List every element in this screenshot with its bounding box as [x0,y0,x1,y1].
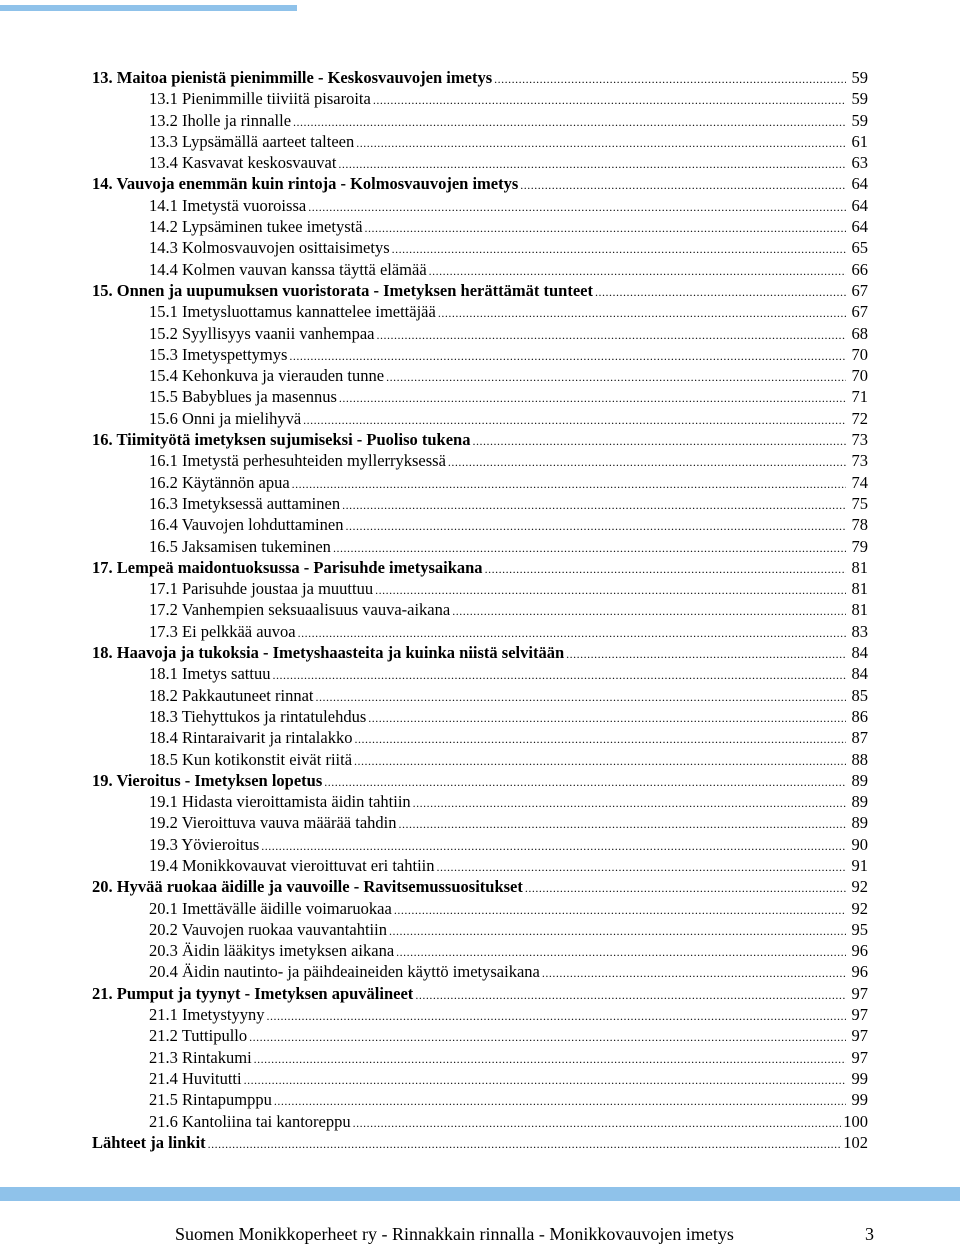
dot-leader [274,1091,846,1110]
toc-entry-label: Lähteet ja linkit [92,1132,206,1152]
toc-page-number: 75 [851,493,868,513]
toc-entry-label: 19.4 Monikkovauvat vieroittuvat eri tahtiin [149,855,435,875]
toc-section-entry[interactable] [92,323,868,344]
toc-page-number: 81 [851,600,868,620]
toc-chapter-entry[interactable] [92,173,868,194]
dot-leader [525,878,846,897]
toc-page-number: 81 [851,579,868,599]
toc-section-entry[interactable] [92,812,868,833]
toc-page-number: 85 [851,685,868,705]
toc-section-entry[interactable] [92,536,868,557]
toc-entry-label: 16.3 Imetyksessä auttaminen [149,493,341,513]
toc-entry-label: 20. Hyvää ruokaa äidille ja vauvoille - Ravitsemussuositukset [92,877,523,897]
toc-page-number: 97 [851,1047,868,1067]
toc-section-entry[interactable] [92,386,868,407]
dot-leader [354,729,846,748]
toc-page-number: 74 [851,472,868,492]
toc-page-number: 61 [851,131,868,151]
toc-page-number: 89 [851,792,868,812]
toc-entry-label: 13.3 Lypsämällä aarteet talteen [149,131,355,151]
toc-chapter-entry[interactable] [92,983,868,1004]
toc-page-number: 88 [851,749,868,769]
top-accent-bar [0,5,297,11]
dot-leader [595,282,846,301]
toc-entry-label: 21.6 Kantoliina tai kantoreppu [149,1111,351,1131]
toc-page-number: 59 [851,89,868,109]
toc-entry-label: 15.5 Babyblues ja masennus [149,387,337,407]
toc-entry-label: 17. Lempeä maidontuoksussa - Parisuhde imetysaikana [92,557,483,577]
toc-entry-label: 15.6 Onni ja mielihyvä [149,408,302,428]
toc-entry-label: 17.1 Parisuhde joustaa ja muuttuu [149,579,374,599]
toc-section-entry[interactable] [92,472,868,493]
toc-page-number: 99 [851,1090,868,1110]
toc-entry-label: 18.3 Tiehyttukos ja rintatulehdus [149,706,367,726]
toc-page-number: 96 [851,962,868,982]
dot-leader [292,474,846,493]
toc-entry-label: 19. Vieroitus - Imetyksen lopetus [92,770,323,790]
dot-leader [354,751,846,770]
toc-page-number: 64 [851,195,868,215]
toc-section-entry[interactable] [92,237,868,258]
toc-entry-label: 16.2 Käytännön apua [149,472,290,492]
toc-section-entry[interactable] [92,727,868,748]
toc-entry-label: 21.5 Rintapumppu [149,1090,272,1110]
dot-leader [386,367,846,386]
toc-section-entry[interactable] [92,940,868,961]
toc-page-number: 97 [851,983,868,1003]
dot-leader [272,665,846,684]
toc-section-entry[interactable] [92,88,868,109]
toc-page-number: 59 [851,68,868,87]
dot-leader [249,1027,846,1046]
dot-leader [520,175,846,194]
toc-section-entry[interactable] [92,685,868,706]
toc-entry-label: 13.2 Iholle ja rinnalle [149,110,292,130]
toc-entry-label: 14.2 Lypsäminen tukee imetystä [149,217,363,237]
toc-entry-label: 16. Tiimityötä imetyksen sujumiseksi - Puoliso tukena [92,430,471,450]
toc-page-number: 97 [851,1026,868,1046]
toc-chapter-entry[interactable] [92,67,868,88]
toc-page-number: 67 [851,280,868,300]
toc-page-number: 89 [851,813,868,833]
toc-entry-label: 20.4 Äidin nautinto- ja päihdeaineiden käyttö imetysaikana [149,962,540,982]
toc-page-number: 73 [851,451,868,471]
dot-leader [353,1113,842,1132]
toc-section-entry[interactable] [92,663,868,684]
table-of-contents [92,67,868,1153]
toc-page-number: 67 [851,302,868,322]
toc-entry-label: 17.3 Ei pelkkää auvoa [149,621,296,641]
toc-entry-label: 14. Vauvoja enemmän kuin rintoja - Kolmosvauvojen imetys [92,174,519,194]
toc-entry-label: 16.5 Jaksamisen tukeminen [149,536,331,556]
toc-entry-label: 14.3 Kolmosvauvojen osittaisimetys [149,238,390,258]
toc-chapter-entry[interactable] [92,1132,868,1153]
dot-leader [324,772,846,791]
dot-leader [389,921,846,940]
dot-leader [399,814,847,833]
toc-entry-label: 18.5 Kun kotikonstit eivät riitä [149,749,353,769]
toc-section-entry[interactable] [92,898,868,919]
toc-page-number: 91 [851,855,868,875]
dot-leader [415,985,846,1004]
dot-leader [267,1006,847,1025]
toc-section-entry[interactable] [92,365,868,386]
toc-section-entry[interactable] [92,301,868,322]
toc-page-number: 102 [843,1132,868,1152]
toc-entry-label: 14.4 Kolmen vauvan kanssa täyttä elämää [149,259,427,279]
toc-entry-label: 21.1 Imetystyyny [149,1005,265,1025]
toc-entry-label: 20.1 Imettävälle äidille voimaruokaa [149,898,392,918]
toc-section-entry[interactable] [92,1068,868,1089]
toc-entry-label: 15. Onnen ja uupumuksen vuoristorata - Imetyksen herättämät tunteet [92,280,593,300]
toc-section-entry[interactable] [92,1089,868,1110]
dot-leader [356,133,846,152]
toc-entry-label: 17.2 Vanhempien seksuaalisuus vauva-aikana [149,600,451,620]
toc-page-number: 70 [851,366,868,386]
toc-section-entry[interactable] [92,131,868,152]
toc-entry-label: 19.2 Vieroittuva vauva määrää tahdin [149,813,397,833]
footer-title: Suomen Monikkoperheet ry - Rinnakkain rinnalla - Monikkovauvojen imetys [175,1224,734,1244]
toc-page-number: 78 [851,515,868,535]
toc-section-entry[interactable] [92,1025,868,1046]
toc-page-number: 63 [851,153,868,173]
toc-page-number: 97 [851,1005,868,1025]
dot-leader [303,410,846,429]
footer-page-number: 3 [865,1224,874,1244]
toc-entry-label: 13.1 Pienimmille tiiviitä pisaroita [149,89,371,109]
toc-chapter-entry[interactable] [92,876,868,897]
toc-section-entry[interactable] [92,599,868,620]
toc-section-entry[interactable] [92,195,868,216]
toc-section-entry[interactable] [92,621,868,642]
dot-leader [333,538,846,557]
dot-leader [437,857,847,876]
toc-section-entry[interactable] [92,578,868,599]
dot-leader [394,900,846,919]
toc-section-entry[interactable] [92,855,868,876]
toc-section-entry[interactable] [92,919,868,940]
toc-entry-label: 16.1 Imetystä perhesuhteiden myllerryksessä [149,451,446,471]
toc-entry-label: 15.4 Kehonkuva ja vierauden tunne [149,366,385,386]
dot-leader [298,623,846,642]
dot-leader [448,452,846,471]
toc-section-entry[interactable] [92,791,868,812]
toc-chapter-entry[interactable] [92,557,868,578]
dot-leader [342,495,846,514]
page-footer [175,1224,874,1245]
toc-page-number: 96 [851,941,868,961]
dot-leader [365,218,846,237]
toc-entry-label: 18.1 Imetys sattuu [149,664,271,684]
dot-leader [338,154,846,173]
dot-leader [392,239,846,258]
toc-page-number: 89 [851,770,868,790]
toc-entry-label: 16.4 Vauvojen lohduttaminen [149,515,344,535]
toc-entry-label: 13.4 Kasvavat keskosvauvat [149,153,337,173]
toc-section-entry[interactable] [92,1004,868,1025]
toc-page-number: 71 [851,387,868,407]
toc-entry-label: 20.3 Äidin lääkitys imetyksen aikana [149,941,395,961]
toc-page-number: 84 [851,664,868,684]
toc-page-number: 90 [851,834,868,854]
toc-section-entry[interactable] [92,1111,868,1132]
toc-page-number: 66 [851,259,868,279]
dot-leader [438,303,846,322]
dot-leader [566,644,846,663]
toc-entry-label: 18. Haavoja ja tukoksia - Imetyshaasteita ja kuinka niistä selvitään [92,643,565,663]
toc-section-entry[interactable] [92,1047,868,1068]
toc-entry-label: 15.2 Syyllisyys vaanii vanhempaa [149,323,375,343]
toc-entry-label: 15.3 Imetyspettymys [149,344,288,364]
toc-page-number: 100 [843,1111,868,1131]
toc-section-entry[interactable] [92,259,868,280]
toc-page-number: 87 [851,728,868,748]
dot-leader [368,708,846,727]
toc-chapter-entry[interactable] [92,642,868,663]
toc-page-number: 92 [851,877,868,897]
dot-leader [208,1134,842,1153]
dot-leader [339,388,846,407]
toc-section-entry[interactable] [92,216,868,237]
toc-entry-label: 15.1 Imetysluottamus kannattelee imettäjää [149,302,436,322]
toc-page-number: 68 [851,323,868,343]
toc-entry-label: 18.4 Rintaraivarit ja rintalakko [149,728,353,748]
toc-page-number: 99 [851,1068,868,1088]
toc-page-number: 92 [851,898,868,918]
dot-leader [373,90,846,109]
toc-entry-label: 13. Maitoa pienistä pienimmille - Keskosvauvojen imetys [92,68,493,87]
toc-page-number: 81 [851,557,868,577]
toc-page-number: 59 [851,110,868,130]
toc-chapter-entry[interactable] [92,280,868,301]
toc-entry-label: 21.3 Rintakumi [149,1047,252,1067]
toc-page-number: 95 [851,919,868,939]
dot-leader [485,559,846,578]
toc-page-number: 70 [851,344,868,364]
dot-leader [261,836,846,855]
toc-section-entry[interactable] [92,493,868,514]
dot-leader [542,963,846,982]
toc-chapter-entry[interactable] [92,429,868,450]
toc-page-number: 64 [851,217,868,237]
dot-leader [396,942,846,961]
dot-leader [494,69,846,88]
toc-section-entry[interactable] [92,344,868,365]
toc-entry-label: 18.2 Pakkautuneet rinnat [149,685,314,705]
toc-page-number: 79 [851,536,868,556]
toc-page-number: 72 [851,408,868,428]
toc-section-entry[interactable] [92,408,868,429]
toc-page-number: 65 [851,238,868,258]
toc-entry-label: 21.2 Tuttipullo [149,1026,248,1046]
dot-leader [244,1070,846,1089]
dot-leader [289,346,846,365]
toc-section-entry[interactable] [92,749,868,770]
dot-leader [375,580,846,599]
toc-section-entry[interactable] [92,514,868,535]
dot-leader [308,197,846,216]
dot-leader [376,325,846,344]
dot-leader [429,261,846,280]
toc-section-entry[interactable] [92,834,868,855]
bottom-accent-bar [0,1187,960,1201]
dot-leader [452,601,846,620]
dot-leader [472,431,846,450]
toc-page-number: 86 [851,706,868,726]
dot-leader [254,1049,846,1068]
toc-section-entry[interactable] [92,152,868,173]
toc-section-entry[interactable] [92,110,868,131]
toc-chapter-entry[interactable] [92,770,868,791]
toc-entry-label: 19.1 Hidasta vieroittamista äidin tahtiin [149,792,411,812]
toc-entry-label: 19.3 Yövieroitus [149,834,260,854]
toc-section-entry[interactable] [92,961,868,982]
toc-section-entry[interactable] [92,450,868,471]
toc-page-number: 84 [851,643,868,663]
dot-leader [413,793,846,812]
toc-page-number: 83 [851,621,868,641]
dot-leader [293,112,846,131]
toc-page-number: 64 [851,174,868,194]
toc-page-number: 73 [851,430,868,450]
dot-leader [316,687,846,706]
toc-entry-label: 21. Pumput ja tyynyt - Imetyksen apuvälineet [92,983,414,1003]
toc-entry-label: 21.4 Huvitutti [149,1068,242,1088]
toc-entry-label: 20.2 Vauvojen ruokaa vauvantahtiin [149,919,387,939]
toc-section-entry[interactable] [92,706,868,727]
dot-leader [345,516,846,535]
toc-entry-label: 14.1 Imetystä vuoroissa [149,195,307,215]
